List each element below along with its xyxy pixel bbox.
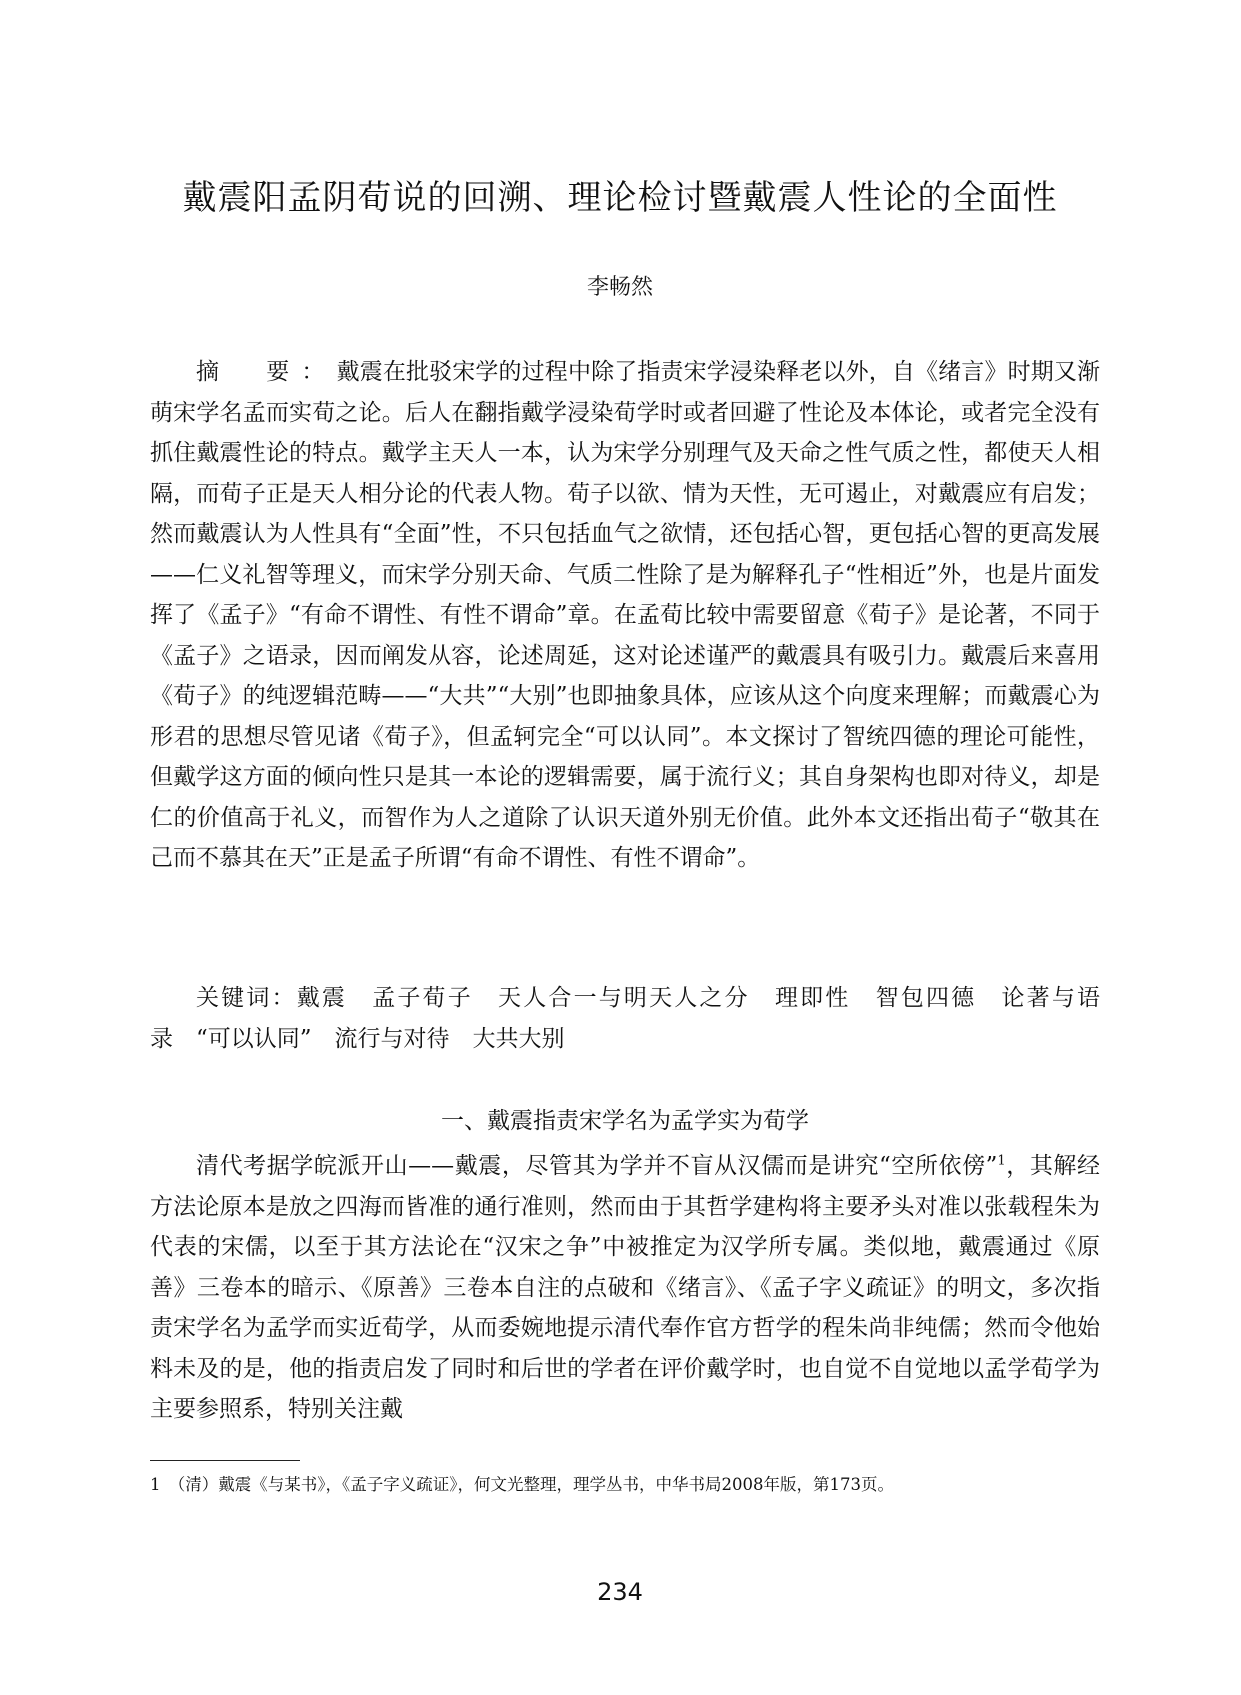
- footnote: [150, 1472, 1100, 1498]
- footnote-reference[interactable]: 1: [997, 1153, 1006, 1169]
- paper-title: 戴震阳孟阴荀说的回溯、理论检讨暨戴震人性论的全面性: [182, 178, 1058, 218]
- keywords-label: 关键词：: [196, 985, 297, 1011]
- body-text-after-note: ，其解经方法论原本是放之四海而皆准的通行准则，然而由于其哲学建构将主要矛头对准以张载程朱为代表的宋儒，以至于其方法论在“汉宋之争”中被推定为汉学所专属。类似地，戴震通过《原善》三卷本的暗示、《原善》三卷本自注的点破和《绪言》、《孟子字义疏证》的明文，多次指责宋学名为孟学而实近荀学，从而委婉地提示清代奉作官方哲学的程朱尚非纯儒；然而令他始料未及的是，他的指责启发了同时和后世的学者在评价戴学时，也自觉不自觉地以孟学荀学为主要参照系，特别关注戴: [150, 1153, 1100, 1422]
- keywords-text: 戴震 孟子荀子 天人合一与明天人之分 理即性 智包四德 论著与语录 “可以认同” 流行与对待 大共大别: [150, 985, 1101, 1052]
- abstract-text: 戴震在批驳宋学的过程中除了指责宋学浸染释老以外，自《绪言》时期又渐萌宋学名孟而实荀之论。后人在翻指戴学浸染荀学时或者回避了性论及本体论，或者完全没有抓住戴震性论的特点。戴学主天人一本，认为宋学分别理气及天命之性气质之性，都使天人相隔，而荀子正是天人相分论的代表人物。荀子以欲、情为天性，无可遏止，对戴震应有启发；然而戴震认为人性具有“全面”性，不只包括血气之欲情，还包括心智，更包括心智的更高发展——仁义礼智等理义，而宋学分别天命、气质二性除了是为解释孔子“性相近”外，也是片面发挥了《孟子》“有命不谓性、有性不谓命”章。在孟荀比较中需要留意《荀子》是论著，不同于《孟子》之语录，因而阐发从容，论述周延，这对论述谨严的戴震具有吸引力。戴震后来喜用《荀子》的纯逻辑范畴——“大共”“大别”也即抽象具体，应该从这个向度来理解；而戴震心为形君的思想尽管见诸《荀子》，但孟轲完全“可以认同”。本文探讨了智统四德的理论可能性，但戴学这方面的倾向性只是其一本论的逻辑需要，属于流行义；其自身架构也即对待义，却是仁的价值高于礼义，而智作为人之道除了认识天道外别无价值。此外本文还指出荀子“敬其在己而不慕其在天”正是孟子所谓“有命不谓性、有性不谓命”。: [150, 359, 1101, 871]
- body-text-before-note: 清代考据学皖派开山——戴震，尽管其为学并不盲从汉儒而是讲究“空所依傍”: [196, 1153, 998, 1179]
- footnote-text: （清）戴震《与某书》，《孟子字义疏证》，何文光整理，理学丛书，中华书局2008年版，第173页。: [177, 1475, 894, 1494]
- keywords-paragraph: [150, 978, 1100, 1059]
- author-name: 李畅然: [586, 275, 653, 300]
- section-heading: 一、戴震指责宋学名为孟学实为荀学: [441, 1108, 809, 1134]
- footnote-number: 1: [150, 1475, 161, 1494]
- abstract-label: 摘 要：: [196, 359, 337, 385]
- page-number: 234: [597, 1578, 643, 1606]
- footnote-divider: [150, 1460, 300, 1461]
- abstract-paragraph: [150, 352, 1100, 879]
- body-paragraph: [150, 1146, 1100, 1430]
